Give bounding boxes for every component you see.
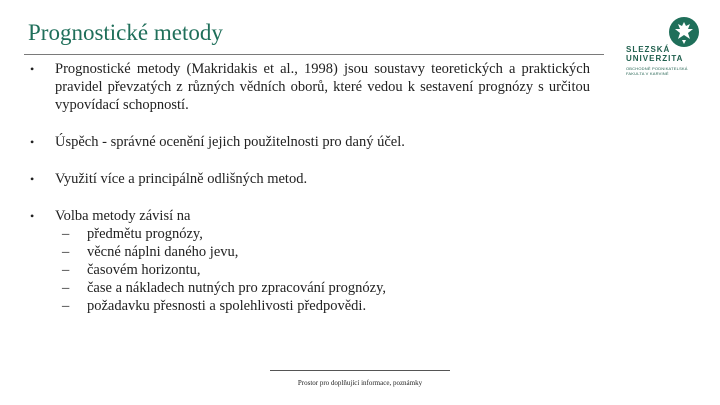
sub-item-text: předmětu prognózy, (87, 226, 203, 242)
sub-list-item (55, 243, 590, 261)
list-item (30, 207, 590, 315)
dash-glyph: – (62, 262, 70, 278)
logo-text-line2: UNIVERZITA (626, 54, 684, 63)
list-item (30, 133, 590, 151)
dash-glyph: – (62, 244, 70, 260)
item-text: Úspěch - správné ocenění jejich použitelnosti pro daný účel. (55, 134, 405, 150)
university-logo (624, 16, 704, 86)
footer-text: Prostor pro doplňující informace, poznámky (297, 379, 423, 387)
eagle-emblem-icon (668, 16, 700, 48)
bullet-glyph: • (30, 135, 35, 149)
logo-faculty-text: OBCHODNĚ PODNIKATELSKÁ FAKULTA V KARVINÉ (626, 66, 688, 76)
item-text: Využití více a principálně odlišných metod. (55, 171, 308, 187)
sub-list-item (55, 297, 590, 315)
title-divider (24, 54, 604, 55)
sub-list-item (55, 225, 590, 243)
list-item (30, 60, 590, 114)
dash-glyph: – (62, 226, 70, 242)
bullet-list (30, 60, 590, 315)
term-lead: Prognostické metody (55, 61, 181, 77)
sub-list-item (55, 279, 590, 297)
bullet-glyph: • (30, 172, 35, 186)
item-text: (Makridakis et al., 1998) jsou soustavy teoretických a praktických pravidel převzatých z různých vědních oborů, které vedou k sestavení prognózy s určitou vypovídací schopností. (55, 61, 590, 113)
dash-glyph: – (62, 280, 70, 296)
sub-list-item (55, 261, 590, 279)
footer-notes (270, 370, 450, 389)
sub-item-text: časovém horizontu, (87, 262, 201, 278)
dash-glyph: – (62, 298, 70, 314)
bullet-glyph: • (30, 62, 35, 76)
logo-text-line1: SLEZSKÁ (626, 45, 671, 54)
list-item (30, 170, 590, 188)
sub-item-text: požadavku přesnosti a spolehlivosti předpovědi. (87, 298, 367, 314)
sub-list (55, 225, 590, 315)
sub-item-text: věcné náplni daného jevu, (87, 244, 239, 260)
slide-title: Prognostické metody (28, 20, 223, 45)
sub-item-text: čase a nákladech nutných pro zpracování prognózy, (87, 280, 386, 296)
item-text: Volba metody závisí na (55, 208, 191, 224)
bullet-glyph: • (30, 209, 35, 223)
